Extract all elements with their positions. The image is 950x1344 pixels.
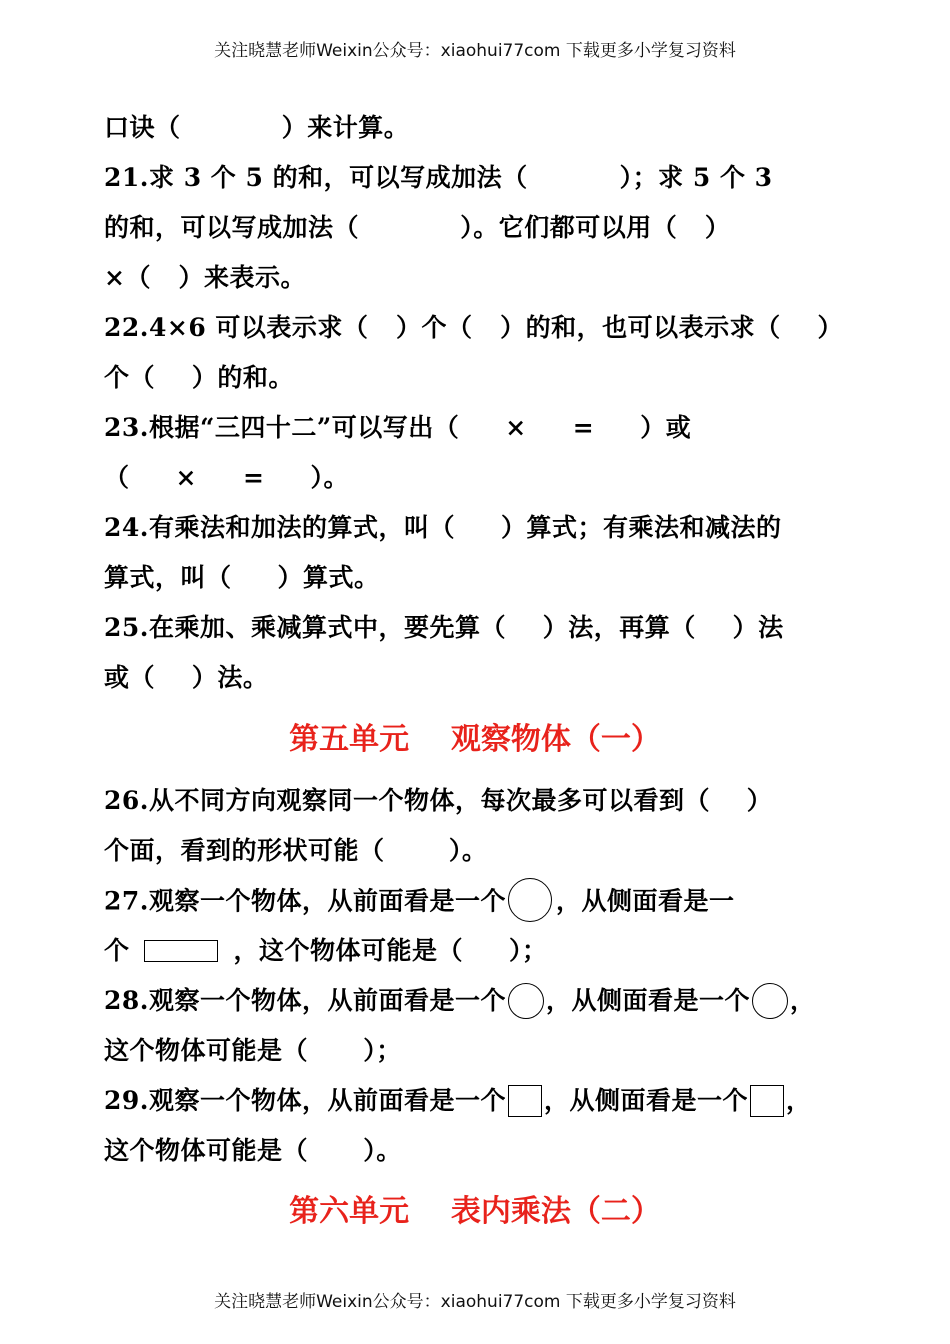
- q25-line-1: 25.在乘加、乘减算式中，要先算（ ）法，再算（ ）法: [104, 613, 784, 642]
- q29-line-2: 这个物体可能是（ ）。: [104, 1136, 402, 1165]
- page-header: 关注晓慧老师Weixin公众号：xiaohui77com 下载更多小学复习资料: [214, 41, 736, 61]
- q24-line-2: 算式，叫（ ）算式。: [104, 563, 380, 592]
- q27-line-1: [104, 884, 864, 918]
- q29-text-c: ，: [786, 1086, 812, 1115]
- q22-line-2: 个（ ）的和。: [104, 363, 294, 392]
- circle-shape-icon: [508, 878, 552, 922]
- square-shape-icon: [508, 1085, 542, 1117]
- q22-line-1: 22.4×6 可以表示求（ ）个（ ）的和，也可以表示求（ ）: [104, 313, 843, 342]
- q24-line-1: 24.有乘法和加法的算式，叫（ ）算式；有乘法和减法的: [104, 513, 782, 542]
- q28-line-1: [104, 984, 864, 1018]
- q23-line-2: （ × = ）。: [104, 463, 349, 492]
- rectangle-shape-icon: [144, 940, 218, 962]
- circle-shape-icon: [752, 983, 788, 1019]
- circle-shape-icon: [508, 983, 544, 1019]
- q21-line-2: 的和，可以写成加法（ ）。它们都可以用（ ）: [104, 213, 731, 242]
- q26-line-2: 个面，看到的形状可能（ ）。: [104, 836, 488, 865]
- q26-line-1: 26.从不同方向观察同一个物体，每次最多可以看到（ ）: [104, 786, 773, 815]
- unit5-heading: 第五单元 观察物体（一）: [289, 722, 661, 757]
- q29-text-b: ，从侧面看是一个: [544, 1086, 749, 1115]
- page-footer: 关注晓慧老师Weixin公众号：xiaohui77com 下载更多小学复习资料: [214, 1292, 736, 1312]
- q28-text-a: 28.观察一个物体，从前面看是一个: [104, 986, 506, 1015]
- unit6-heading: 第六单元 表内乘法（二）: [289, 1194, 661, 1229]
- q28-text-b: ，从侧面看是一个: [546, 986, 751, 1015]
- q28-line-2: 这个物体可能是（ ）；: [104, 1036, 402, 1065]
- square-shape-icon: [750, 1085, 784, 1117]
- q27-text-d: ，这个物体可能是（ ）；: [233, 936, 548, 965]
- q25-line-2: 或（ ）法。: [104, 663, 269, 692]
- q21-line-3: ×（ ）来表示。: [104, 263, 307, 292]
- q27-text-b: ，从侧面看是一: [556, 886, 735, 916]
- q21-line-1: 21.求 3 个 5 的和，可以写成加法（ ）；求 5 个 3: [104, 163, 773, 192]
- q27-text-a: 27.观察一个物体，从前面看是一个: [104, 886, 506, 916]
- q20-line-1: 口诀（ ）来计算。: [104, 113, 410, 142]
- q29-line-1: [104, 1084, 864, 1118]
- q27-line-2: [104, 934, 864, 968]
- q27-text-c: 个: [104, 936, 130, 965]
- q28-text-c: ，: [790, 986, 816, 1015]
- q23-line-1: 23.根据“三四十二”可以写出（ × = ）或: [104, 413, 692, 442]
- q29-text-a: 29.观察一个物体，从前面看是一个: [104, 1086, 506, 1115]
